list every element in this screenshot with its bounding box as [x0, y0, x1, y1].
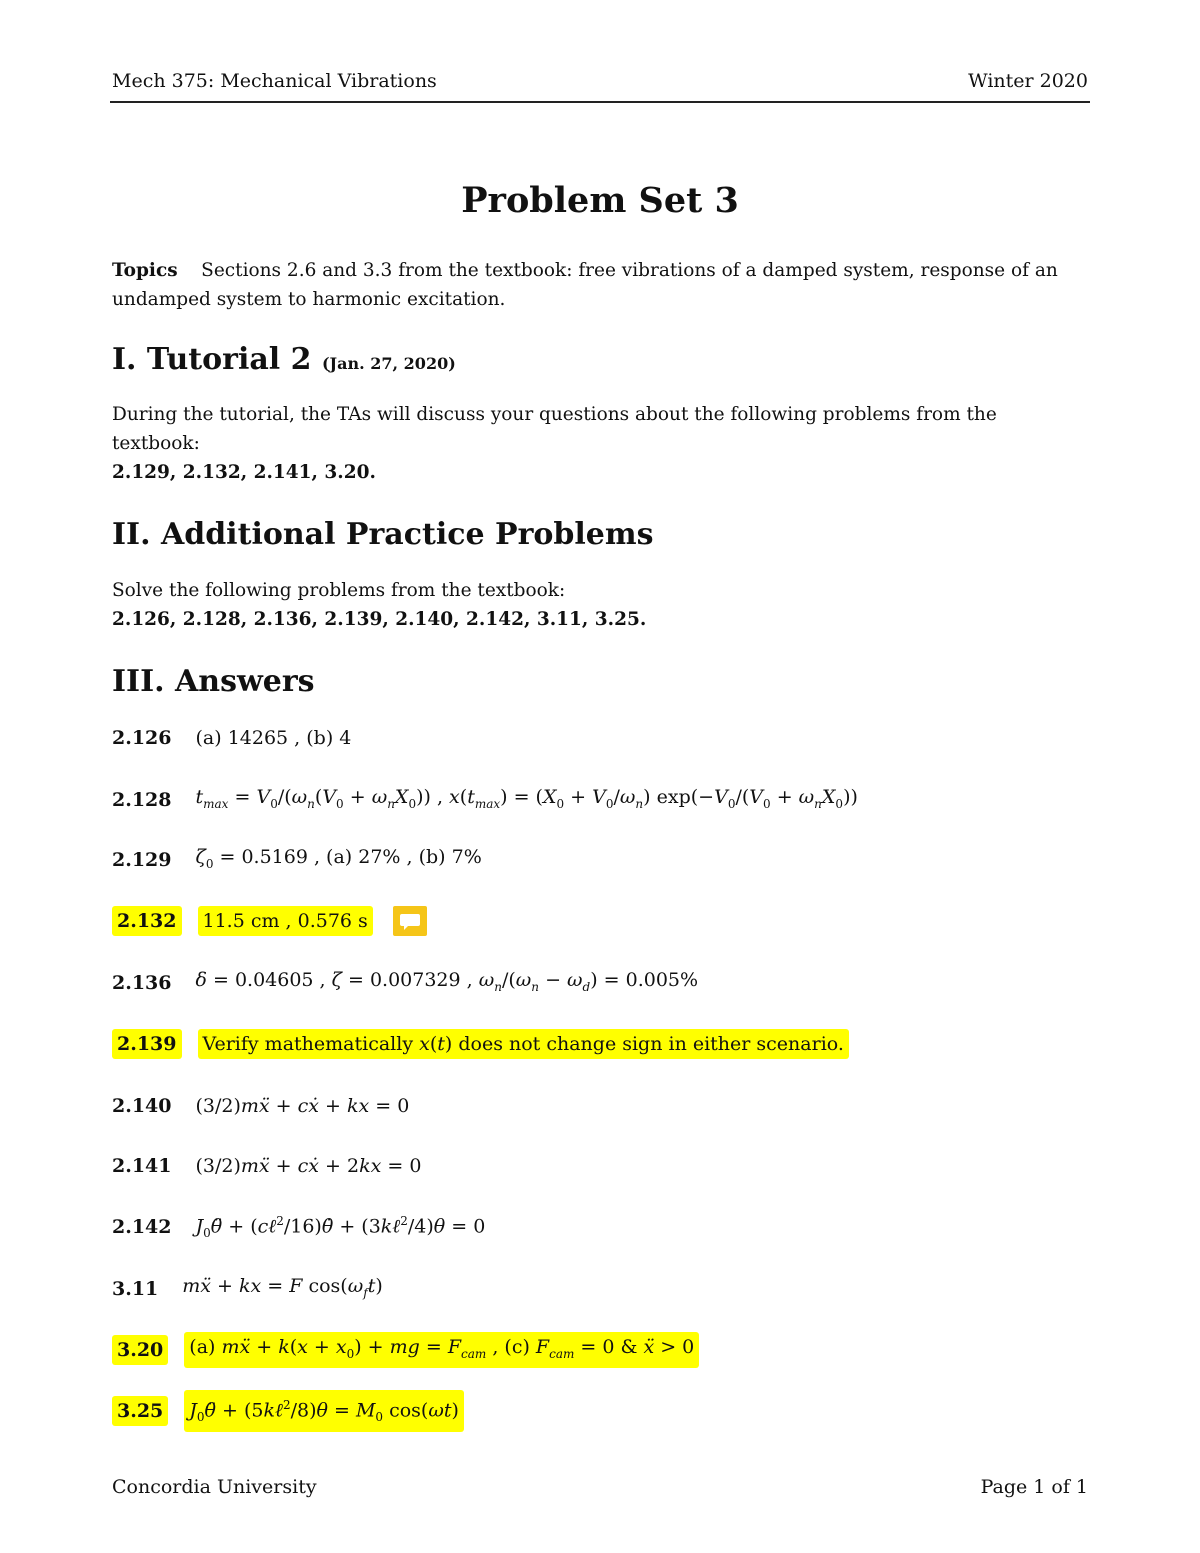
answer-formula: (3/2)mẍ + cẋ + 2kx = 0 — [195, 1155, 422, 1177]
answer-number: 3.11 — [112, 1278, 159, 1300]
answer-number: 2.126 — [112, 727, 172, 749]
answer-text-post: does not change sign in either scenario. — [452, 1033, 844, 1055]
answer-formula: mẍ + kx = F $\cos(\omega_ft)$ — [182, 1274, 383, 1300]
answer-text-pre: Verify mathematically — [202, 1033, 420, 1055]
answer-325 — [112, 1396, 464, 1426]
university-name: Concordia University — [112, 1476, 317, 1498]
topics-text: Sections 2.6 and 3.3 from the textbook: free vibrations of a damped system, response of an undamped system to harmonic excitation. — [112, 260, 1058, 310]
course-name: Mech 375: Mechanical Vibrations — [112, 70, 437, 92]
answer-number: 2.139 — [112, 1029, 182, 1059]
answer-text: 11.5 cm , 0.576 s — [198, 906, 373, 936]
answer-2142 — [112, 1212, 485, 1242]
answer-formula: $J_0\thetä$ + (5kℓ$^2$/8)θ = $M_0$ cos(ωt) — [184, 1390, 464, 1432]
practice-problems: 2.126, 2.128, 2.136, 2.139, 2.140, 2.142, 3.11, 3.25. — [112, 609, 647, 630]
answer-2128 — [112, 785, 858, 815]
answer-formula: (a) mẍ + $k(x + x_0)$ + mg = $F_{cam}$ , (c) $F_{cam} = 0$ & ẍ > 0 — [184, 1332, 699, 1369]
topics-paragraph — [112, 256, 1090, 314]
answer-formula: $\zeta_0 = 0.5169$ , (a) 27% , (b) 7% — [195, 845, 482, 871]
section-tutorial-heading — [112, 342, 456, 377]
answer-311 — [112, 1274, 383, 1304]
tutorial-text: During the tutorial, the TAs will discuss your questions about the following problems from the textbook: — [112, 404, 997, 454]
header-rule — [110, 101, 1090, 103]
answer-2126 — [112, 723, 351, 753]
section-tutorial-title: I. Tutorial 2 — [112, 342, 312, 377]
tutorial-date: (Jan. 27, 2020) — [321, 354, 456, 373]
practice-text: Solve the following problems from the textbook: — [112, 580, 566, 601]
answer-formula: $J_0\thetä$ + (cℓ$^2$/16)θ̇ + (3kℓ$^2$/4)θ = 0 — [195, 1213, 486, 1241]
answer-number: 2.142 — [112, 1216, 172, 1238]
page-number: Page 1 of 1 — [980, 1476, 1088, 1498]
answer-2139 — [112, 1029, 849, 1059]
answer-number: 2.128 — [112, 789, 172, 811]
section-practice-heading: II. Additional Practice Problems — [112, 517, 654, 552]
answer-number: 3.20 — [112, 1335, 168, 1365]
answer-number: 2.141 — [112, 1155, 172, 1177]
answer-text: (a) 14265 , (b) 4 — [195, 727, 352, 749]
tutorial-problems: 2.129, 2.132, 2.141, 3.20. — [112, 462, 376, 483]
answer-text: Verify mathematically x(t) does not change sign in either scenario. — [198, 1029, 849, 1059]
answer-formula: $t_{max} = V_0/(\omega_n(V_0 + \omega_nX_0))$ , $x(t_{max}) = (X_0 + V_0/\omega_n) \exp(-V_0/(V_0 + \omega_nX_0))$ — [195, 785, 858, 811]
answer-2132 — [112, 906, 427, 936]
answer-formula: δ = 0.04605 , ζ = 0.007329 , $\omega_n/(\omega_n - \omega_d) = 0.005\%$ — [195, 968, 699, 994]
answer-320 — [112, 1335, 699, 1365]
answer-2141 — [112, 1151, 421, 1181]
page-title: Problem Set 3 — [461, 180, 739, 221]
answer-text: = 0.5169 , (a) 27% , (b) 7% — [213, 845, 482, 868]
term: Winter 2020 — [968, 70, 1088, 92]
answer-2136 — [112, 968, 698, 998]
section-answers-heading: III. Answers — [112, 664, 315, 699]
answer-number: 2.140 — [112, 1095, 172, 1117]
practice-paragraph — [112, 576, 1090, 634]
answer-number: 2.129 — [112, 849, 172, 871]
page-footer — [112, 1476, 1088, 1498]
answer-number: 3.25 — [112, 1396, 168, 1426]
answer-formula: (3/2)mẍ + cẋ + kx = 0 — [195, 1095, 410, 1117]
tutorial-paragraph — [112, 400, 1090, 487]
answer-number: 2.136 — [112, 972, 172, 994]
answer-number: 2.132 — [112, 906, 182, 936]
answer-2129 — [112, 845, 482, 875]
page-header — [112, 70, 1088, 92]
comment-icon[interactable] — [393, 906, 427, 936]
topics-label: Topics — [112, 260, 178, 281]
answer-2140 — [112, 1091, 409, 1121]
